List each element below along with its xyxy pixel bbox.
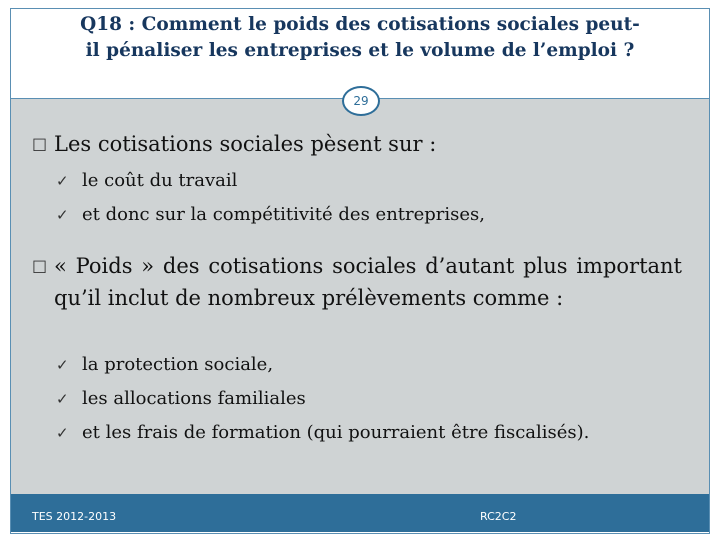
bullet-2-text: « Poids » des cotisations sociales d’autant plus important qu’il inclut de nombreux prélèvements comme : <box>54 254 682 310</box>
bullet-1-text: Les cotisations sociales pèsent sur : <box>54 132 437 156</box>
footer-chapter: RC2C2 <box>480 510 517 523</box>
sub-bullet-text: et donc sur la compétitivité des entreprises, <box>82 204 486 225</box>
square-bullet-icon: □ <box>32 134 48 153</box>
sub-bullet-2-2 <box>56 386 306 412</box>
bullet-2 <box>32 250 682 314</box>
sub-bullet-text: la protection sociale, <box>82 354 274 375</box>
footer-course: TES 2012-2013 <box>32 510 117 523</box>
sub-bullet-1-1 <box>56 168 237 194</box>
check-icon: ✓ <box>56 206 69 224</box>
square-bullet-icon: □ <box>32 256 48 275</box>
sub-bullet-text: et les frais de formation (qui pourraient être fiscalisés). <box>82 422 590 443</box>
sub-bullet-2-1 <box>56 352 273 378</box>
check-icon: ✓ <box>56 356 69 374</box>
sub-bullet-1-2 <box>56 202 485 228</box>
check-icon: ✓ <box>56 390 69 408</box>
sub-bullet-text: le coût du travail <box>82 170 238 191</box>
sub-bullet-2-3 <box>56 420 589 446</box>
title-line-2: il pénaliser les entreprises et le volume de l’emploi ? <box>85 40 635 61</box>
sub-bullet-text: les allocations familiales <box>82 388 306 409</box>
bullet-1 <box>32 128 682 160</box>
slide-title <box>10 12 710 64</box>
title-line-1: Q18 : Comment le poids des cotisations sociales peut- <box>80 14 640 35</box>
check-icon: ✓ <box>56 424 69 442</box>
check-icon: ✓ <box>56 172 69 190</box>
page-number-badge: 29 <box>342 86 380 116</box>
